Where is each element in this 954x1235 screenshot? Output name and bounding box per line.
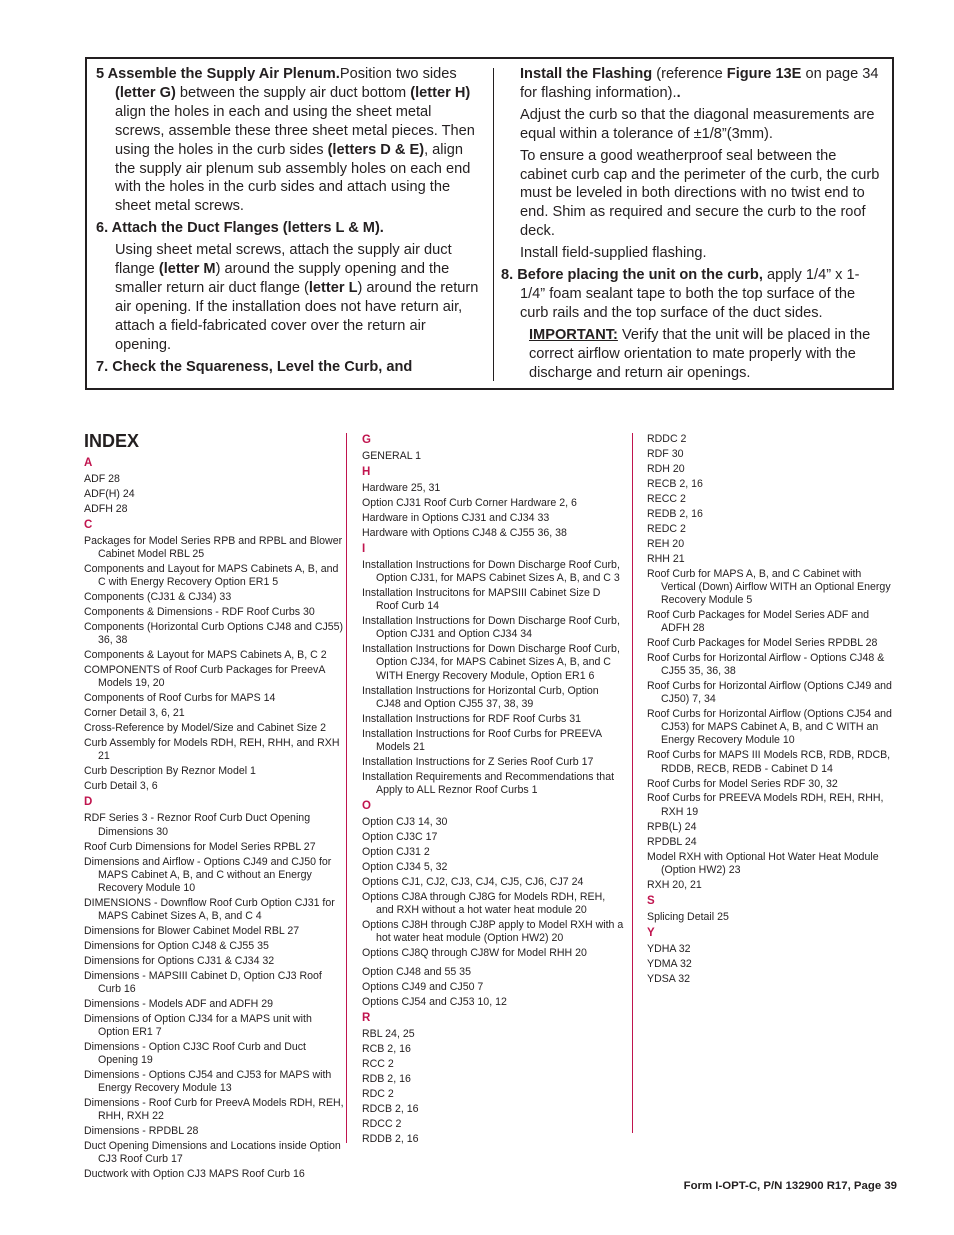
step-6-body: Using sheet metal screws, attach the supply air duct flange (letter M) around the supply opening and the smaller return air duct flange (letter L) around the return air opening. If the installation does not have return air, attach a field-fabricated cover over the return air opening. — [115, 242, 479, 353]
index-entry: REDC 2 — [647, 522, 686, 535]
index-entry: YDHA 32 — [647, 942, 691, 955]
index-entry: Dimensions of Option CJ34 for a MAPS unit with Option ER1 7 — [84, 1012, 312, 1038]
index-entry: REDB 2, 16 — [647, 507, 703, 520]
index-entry: Components & Layout for MAPS Cabinets A, B, C 2 — [84, 649, 327, 662]
index-entry: Dimensions - Roof Curb for PreevA Models RDH, REH, RHH, RXH 22 — [84, 1097, 344, 1123]
index-entry: RDB 2, 16 — [362, 1073, 411, 1086]
index-letter-heading: R — [362, 1012, 371, 1025]
index-entry: Installation Instructions for Down Discharge Roof Curb, Option CJ31, for MAPS Cabinet Sizes A, B, and C 3 — [362, 559, 620, 585]
index-column-3 — [647, 433, 897, 988]
important-note: IMPORTANT: Verify that the unit will be placed in the correct airflow orientation to mate properly with the discharge and return air openings. — [529, 326, 871, 381]
index-entry: Dimensions for Option CJ48 & CJ55 35 — [84, 939, 269, 952]
index-letter-heading: G — [362, 434, 371, 446]
index-entry: RDF 30 — [647, 447, 684, 460]
index-column-rule — [346, 433, 347, 1143]
index-entry: RDC 2 — [362, 1088, 394, 1101]
weatherproof-paragraph: To ensure a good weatherproof seal between the cabinet curb cap and the perimeter of the curb, the curb must be leveled in both directions with no twist end to end. Shim as required and secure the curb to the roof deck. — [520, 147, 880, 240]
index-letter-heading: C — [84, 519, 93, 532]
index-entry: Roof Curbs for PREEVA Models RDH, REH, RHH, RXH 19 — [647, 792, 884, 818]
index-entry: Roof Curb for MAPS A, B, and C Cabinet with Vertical (Down) Airflow WITH an Optional Energy Recovery Module 5 — [647, 567, 891, 607]
index-entry: DIMENSIONS - Downflow Roof Curb Option CJ31 for MAPS Cabinet Sizes A, B, and C 4 — [84, 896, 335, 922]
index-entry: COMPONENTS of Roof Curb Packages for PreevA Models 19, 20 — [84, 664, 325, 690]
index-letter-heading: I — [362, 543, 366, 556]
index-entry: RDDB 2, 16 — [362, 1132, 419, 1145]
index-entry: Installation Instructions for Horizontal Curb, Option CJ48 and Option CJ55 37, 38, 39 — [362, 684, 599, 710]
step-8: 8. Before placing the unit on the curb, apply 1/4” x 1-1/4” foam sealant tape to both the top surface of the curb rails and the top surface of the duct sides. — [501, 267, 860, 321]
index-entry: RDCC 2 — [362, 1118, 402, 1130]
index-entry: RCB 2, 16 — [362, 1043, 411, 1056]
index-entry: Roof Curbs for Horizontal Airflow (Options CJ49 and CJ50) 7, 34 — [647, 680, 892, 706]
index-entry: RPDBL 24 — [647, 835, 697, 848]
index-entry: REH 20 — [647, 537, 685, 550]
index-entry: Dimensions - Models ADF and ADFH 29 — [84, 997, 273, 1010]
index-letter-heading: S — [647, 894, 655, 907]
index-entry: Installation Instructions for Down Discharge Roof Curb, Option CJ34, for MAPS Cabinet Sizes A, B, and C WITH Energy Recovery Module, Option ER1 6 — [362, 643, 620, 682]
index-entry: ADF 28 — [84, 473, 120, 485]
index-entry: Installation Instrucitons for MAPSIII Cabinet Size D Roof Curb 14 — [362, 587, 601, 613]
instruction-box — [85, 57, 894, 390]
index-entry: Option CJ34 5, 32 — [362, 860, 448, 873]
index-entry: RDDC 2 — [647, 433, 687, 445]
index-entry: Installation Instructions for Down Discharge Roof Curb, Option CJ31 and Option CJ34 34 — [362, 615, 620, 641]
index-entry: Option CJ31 Roof Curb Corner Hardware 2, 6 — [362, 497, 577, 510]
index-entry: Dimensions - Options CJ54 and CJ53 for MAPS with Energy Recovery Module 13 — [84, 1068, 332, 1095]
index-entry: Hardware in Options CJ31 and CJ34 33 — [362, 512, 550, 525]
index-title: INDEX — [84, 431, 140, 451]
index-entry: RECB 2, 16 — [647, 477, 703, 490]
index-entry: Installation Instructions for Z Series Roof Curb 17 — [362, 755, 594, 768]
index-letter-heading: H — [362, 466, 371, 479]
index-entry: RHH 21 — [647, 552, 685, 565]
index-column-1 — [84, 454, 346, 1183]
index-entry: Options CJ49 and CJ50 7 — [362, 981, 484, 994]
flashing-paragraph: Install field-supplied flashing. — [520, 245, 707, 262]
index-entry: Dimensions for Options CJ31 & CJ34 32 — [84, 954, 275, 967]
index-entry: Dimensions for Blower Cabinet Model RBL 27 — [84, 924, 300, 937]
index-entry: Dimensions - MAPSIII Cabinet D, Option CJ3 Roof Curb 16 — [84, 969, 322, 995]
index-entry: Options CJ1, CJ2, CJ3, CJ4, CJ5, CJ6, CJ7 24 — [362, 875, 584, 888]
index-entry: Options CJ54 and CJ53 10, 12 — [362, 996, 507, 1008]
index-entry: Components and Layout for MAPS Cabinets A, B, and C with Energy Recovery Option ER1 5 — [84, 563, 339, 589]
index-entry: Installation Instructions for RDF Roof Curbs 31 — [362, 712, 582, 725]
instructions-left-column — [96, 65, 483, 377]
index-entry: Roof Curbs for Model Series RDF 30, 32 — [647, 777, 838, 790]
column-divider — [493, 68, 494, 381]
index-entry: Roof Curb Packages for Model Series RPDBL 28 — [647, 637, 878, 650]
index-entry: RDH 20 — [647, 462, 685, 475]
index-entry: Dimensions - Option CJ3C Roof Curb and Duct Opening 19 — [84, 1040, 306, 1066]
index-entry: YDSA 32 — [647, 972, 690, 985]
index-entry: Dimensions - RPDBL 28 — [84, 1125, 199, 1138]
index-entry: Components (Horizontal Curb Options CJ48 and CJ55) 36, 38 — [84, 621, 344, 647]
index-entry: Option CJ3C 17 — [362, 830, 438, 843]
index-entry: Curb Description By Reznor Model 1 — [84, 765, 256, 778]
index-entry: Options CJ8Q through CJ8W for Model RHH 20 — [362, 946, 587, 959]
index-letter-heading: O — [362, 799, 371, 812]
index-entry: Option CJ31 2 — [362, 845, 430, 858]
index-entry: GENERAL 1 — [362, 450, 422, 462]
index-entry: Components (CJ31 & CJ34) 33 — [84, 591, 232, 604]
step-6-heading: 6. Attach the Duct Flanges (letters L & M). — [96, 220, 384, 237]
index-letter-heading: Y — [647, 926, 655, 939]
index-entry: Option CJ48 and 55 35 — [362, 966, 471, 979]
index-entry: RXH 20, 21 — [647, 878, 702, 891]
adjust-curb-paragraph: Adjust the curb so that the diagonal measurements are equal within a tolerance of ±1/8”(3mm). — [520, 106, 875, 142]
index-entry: RBL 24, 25 — [362, 1028, 415, 1041]
index-entry: Components of Roof Curbs for MAPS 14 — [84, 692, 276, 705]
index-entry: Curb Assembly for Models RDH, REH, RHH, and RXH 21 — [84, 737, 340, 763]
index-entry: Roof Curbs for Horizontal Airflow - Options CJ48 & CJ55 35, 36, 38 — [647, 652, 885, 678]
index-entry: RCC 2 — [362, 1058, 394, 1071]
index-entry: Model RXH with Optional Hot Water Heat Module (Option HW2) 23 — [647, 850, 879, 876]
index-entry: Duct Opening Dimensions and Locations inside Option CJ3 Roof Curb 17 — [84, 1140, 341, 1166]
index-entry: Ductwork with Option CJ3 MAPS Roof Curb 16 — [84, 1168, 305, 1181]
step-7-heading: 7. Check the Squareness, Level the Curb, and — [96, 358, 413, 375]
index-entry: ADF(H) 24 — [84, 487, 135, 500]
index-entry: ADFH 28 — [84, 502, 128, 515]
index-entry: RECC 2 — [647, 492, 686, 505]
index-entry: Dimensions and Airflow - Options CJ49 and CJ50 for MAPS Cabinet A, B, and C without an Energy Recovery Module 10 — [84, 855, 332, 894]
index-entry: Corner Detail 3, 6, 21 — [84, 707, 185, 720]
index-entry: Curb Detail 3, 6 — [84, 780, 158, 793]
install-flashing-paragraph: Install the Flashing (reference Figure 13E on page 34 for flashing information).. — [520, 66, 879, 101]
index-entry: Hardware with Options CJ48 & CJ55 36, 38 — [362, 527, 567, 540]
index-entry: RDF Series 3 - Reznor Roof Curb Duct Opening Dimensions 30 — [84, 812, 311, 838]
index-entry: RPB(L) 24 — [647, 820, 697, 833]
index-entry: Roof Curbs for MAPS III Models RCB, RDB, RDCB, RDDB, RECB, REDB - Cabinet D 14 — [647, 749, 891, 775]
index-entry: Installation Instructions for Roof Curbs for PREEVA Models 21 — [362, 727, 602, 753]
index-entry: Components & Dimensions - RDF Roof Curbs 30 — [84, 606, 315, 619]
index-entry: Roof Curb Dimensions for Model Series RPBL 27 — [84, 840, 316, 853]
instructions-right-column — [501, 65, 884, 383]
index-entry: Hardware 25, 31 — [362, 482, 441, 495]
index-entry: Cross-Reference by Model/Size and Cabinet Size 2 — [84, 722, 327, 735]
index-entry: Packages for Model Series RPB and RPBL and Blower Cabinet Model RBL 25 — [84, 535, 343, 561]
index-entry: Roof Curb Packages for Model Series ADF and ADFH 28 — [647, 609, 869, 635]
index-letter-heading: D — [84, 796, 93, 809]
index-entry: RDCB 2, 16 — [362, 1103, 419, 1116]
index-column-2 — [362, 431, 624, 1148]
index-entry: Roof Curbs for Horizontal Airflow (Options CJ54 and CJ53) for MAPS Cabinet A, B, and C WITH an Energy Recovery Module 10 — [647, 708, 892, 747]
index-entry: YDMA 32 — [647, 957, 692, 970]
index-entry: Option CJ3 14, 30 — [362, 815, 448, 828]
page-footer: Form I-OPT-C, P/N 132900 R17, Page 39 — [683, 1180, 897, 1192]
index-column-rule — [632, 433, 633, 1133]
index-entry: Options CJ8H through CJ8P apply to Model RXH with a hot water heat module (Option HW2) 20 — [362, 918, 624, 944]
index-entry: Options CJ8A through CJ8G for Models RDH, REH, and RXH without a hot water heat module 20 — [362, 890, 606, 916]
index-entry: Splicing Detail 25 — [647, 910, 729, 923]
index-letter-heading: A — [84, 457, 93, 469]
index-entry: Installation Requirements and Recommendations that Apply to ALL Reznor Roof Curbs 1 — [362, 770, 615, 796]
step-5: 5 Assemble the Supply Air Plenum.Position two sides (letter G) between the supply air duct bottom (letter H) align the holes in each and using the sheet metal screws, assemble these three sheet metal pieces. Then using the holes in the curb sides (letters D & E), align the supply air plenum sub assembly holes on each end with the holes in the curb sides and attach using the sheet metal screws. — [96, 66, 475, 215]
